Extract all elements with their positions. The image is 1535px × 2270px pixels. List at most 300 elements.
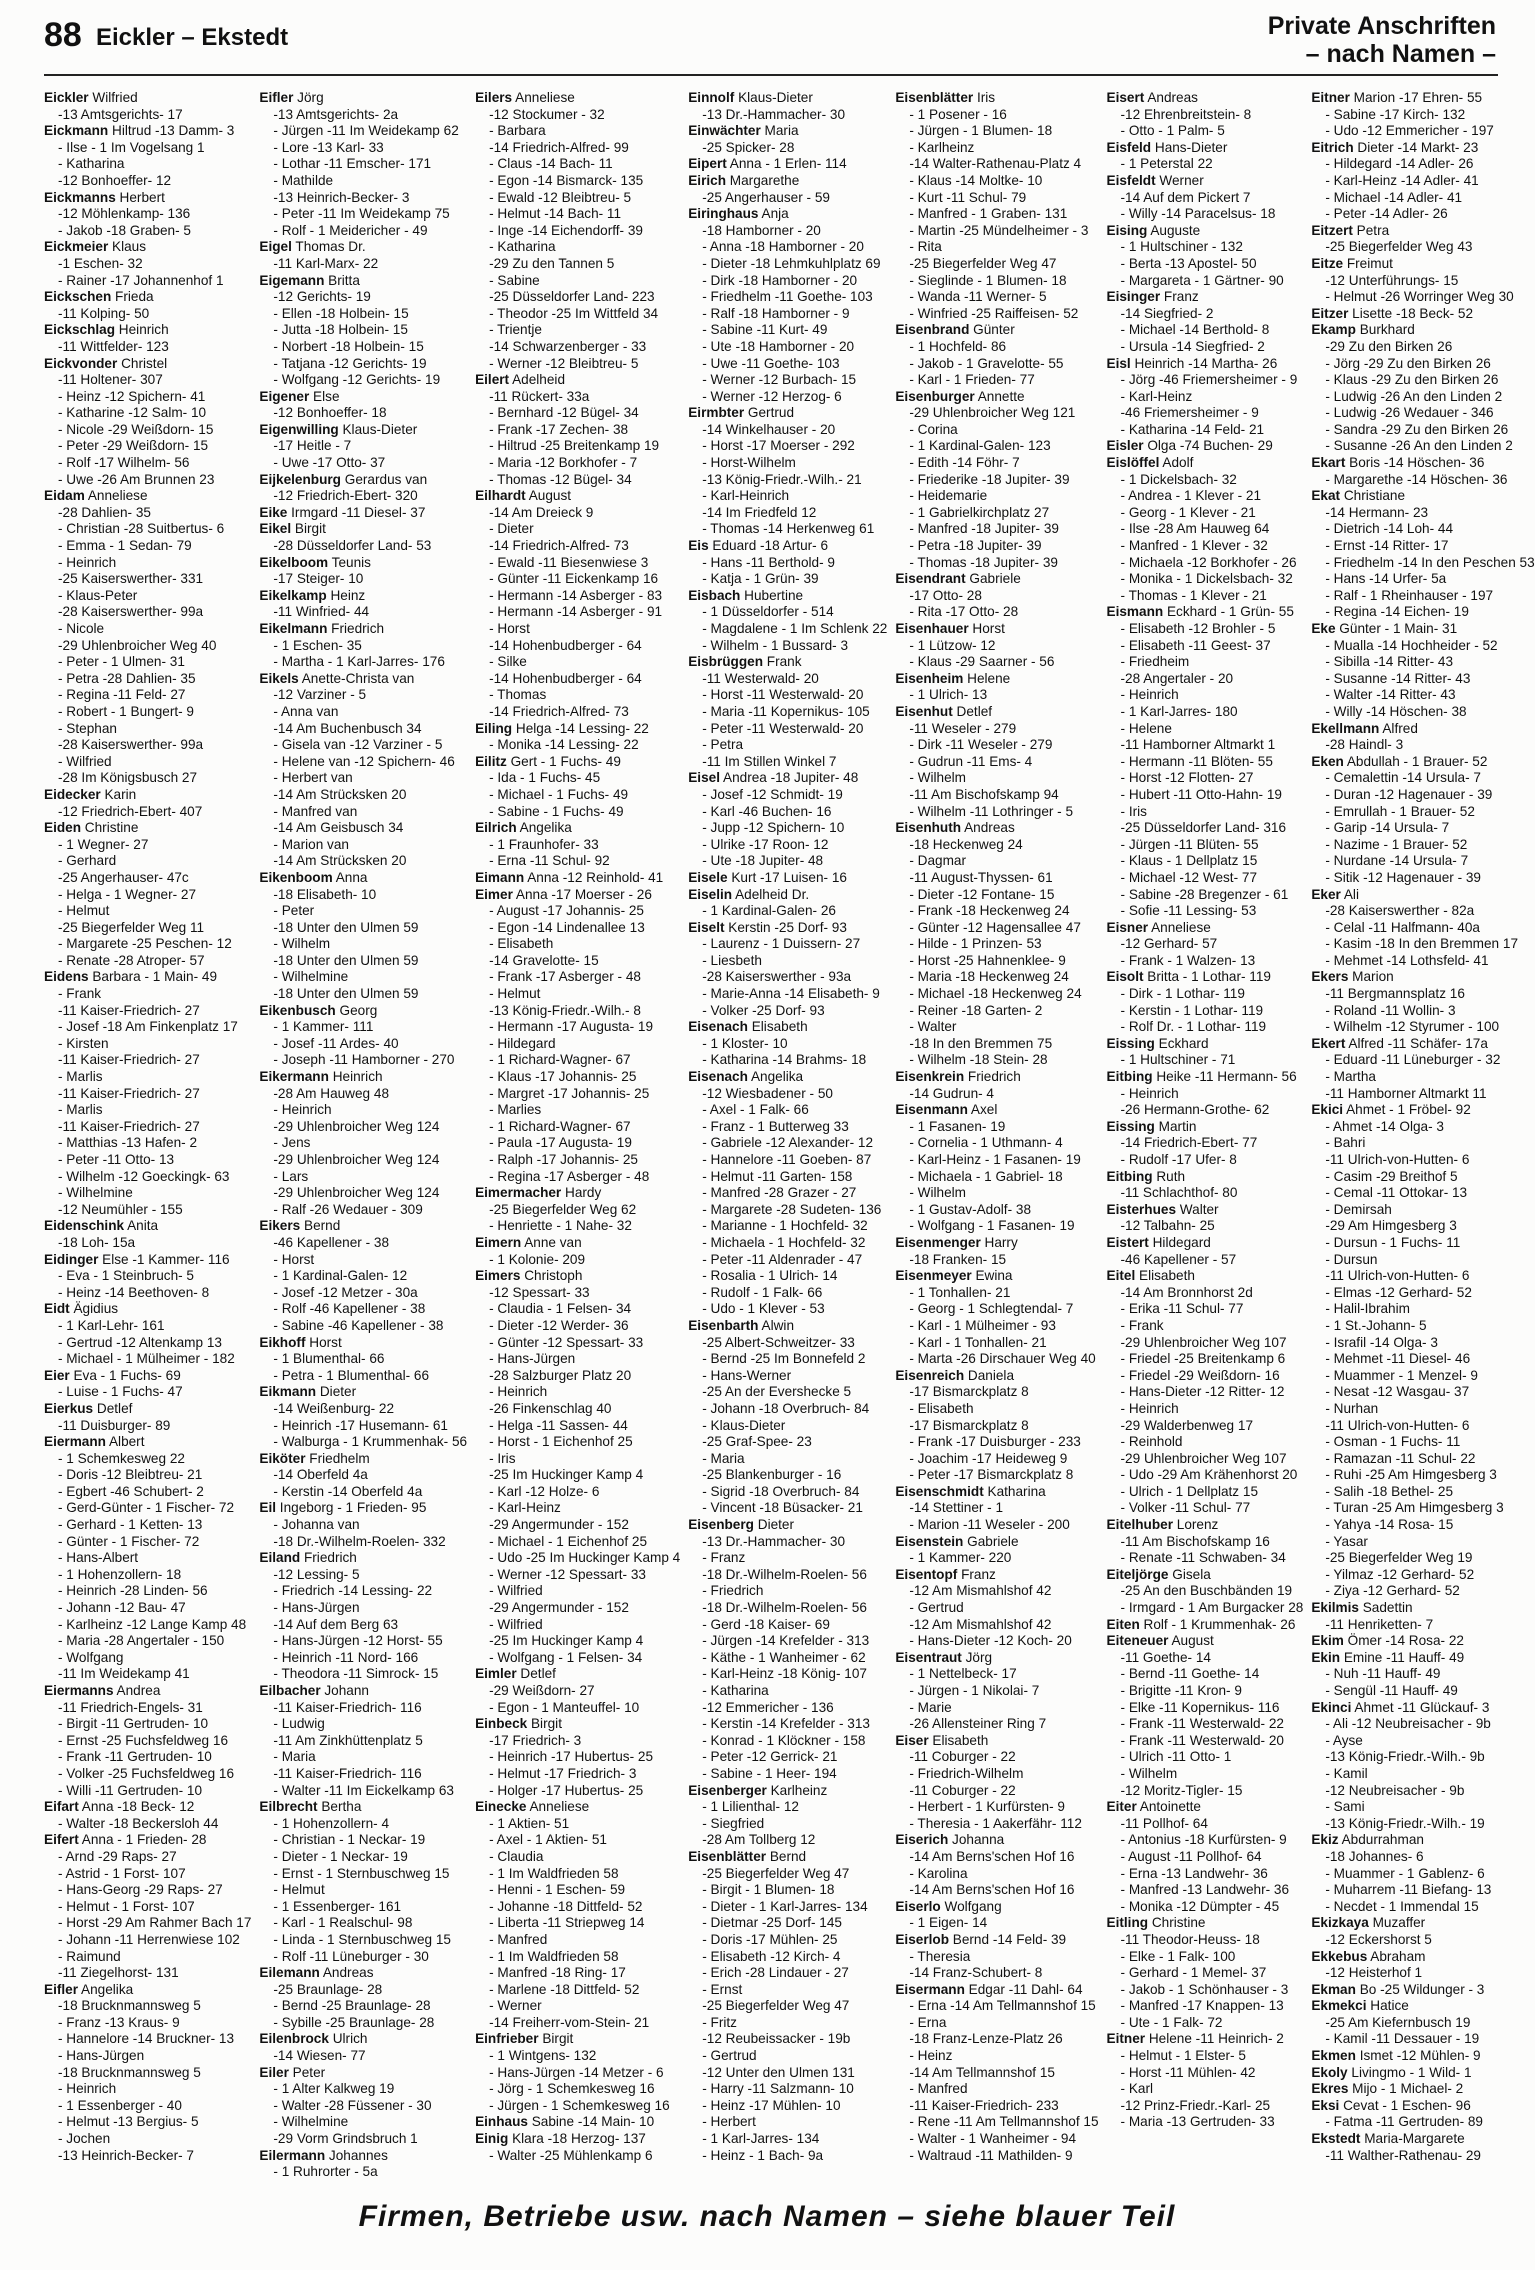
- directory-entry: -25 Düsseldorfer Land- 316: [1120, 820, 1287, 836]
- surname: Eil: [259, 1500, 277, 1516]
- surname: Eidecker: [44, 786, 101, 802]
- directory-entry: [895, 571, 1098, 588]
- directory-entry: - Ilse - 1 Im Vogelsang 1: [58, 139, 205, 155]
- directory-entry: - Johann -11 Herrenwiese 102: [58, 1931, 240, 1947]
- directory-entry: - 1 Wintgens- 132: [489, 2048, 597, 2064]
- directory-entry: [1107, 1567, 1304, 1584]
- directory-entry: - Maria: [273, 1749, 316, 1765]
- directory-entry: - Kurt -11 Schul- 79: [909, 189, 1027, 205]
- directory-entry: -29 Vorm Grindsbruch 1: [273, 2131, 418, 2147]
- directory-entry: - Jakob -18 Graben- 5: [58, 222, 191, 238]
- surname: Eismann: [1106, 604, 1164, 620]
- directory-entry: - Doris -17 Mühlen- 25: [702, 1931, 838, 1947]
- entry-detail: Edgar -11 Dahl- 64: [964, 1981, 1083, 1997]
- directory-entry: - Dursun - 1 Fuchs- 11: [1325, 1234, 1461, 1250]
- directory-entry: - Wilfried: [489, 1616, 543, 1632]
- directory-entry: - 1 Eigen- 14: [909, 1915, 988, 1931]
- directory-entry: - 1 Ruhrorter - 5a: [273, 2164, 378, 2180]
- entry-detail: Ulrich: [328, 2031, 368, 2047]
- directory-entry: - Georg - 1 Klever - 21: [1120, 504, 1256, 520]
- directory-entry: -11 Duisburger- 89: [58, 1417, 171, 1433]
- surname: Eiler: [259, 2064, 289, 2080]
- directory-entry: [1311, 1650, 1534, 1667]
- surname: Einhaus: [475, 2114, 528, 2130]
- directory-entry: - Walter: [909, 1019, 957, 1035]
- surname: Eiter: [1106, 1799, 1137, 1815]
- surname: Ekizkaya: [1311, 1915, 1369, 1931]
- surname: Eike: [259, 504, 288, 520]
- directory-entry: - Doris -12 Bleibtreu- 21: [58, 1467, 203, 1483]
- directory-entry: - Horst -12 Flotten- 27: [1120, 770, 1254, 786]
- directory-entry: - Hans-Dieter -12 Ritter- 12: [1120, 1384, 1285, 1400]
- directory-entry: - Theresia - 1 Aakerfähr- 112: [909, 1815, 1082, 1831]
- directory-entry: -14 Wiesen- 77: [273, 2048, 366, 2064]
- directory-entry: [259, 1965, 467, 1982]
- directory-entry: [688, 920, 887, 937]
- entry-detail: Jörg: [961, 1649, 993, 1665]
- entry-detail: Johannes: [325, 2147, 388, 2163]
- entry-detail: Günter - 1 Main- 31: [1335, 621, 1458, 636]
- directory-entry: -25 Albert-Schweitzer- 33: [702, 1334, 855, 1350]
- directory-entry: [259, 588, 467, 605]
- directory-entry: - Helmut - 1 Forst- 107: [58, 1898, 195, 1914]
- directory-entry: -29 Uhlenbroicher Weg 124: [273, 1185, 440, 1201]
- directory-entry: - Dietmar -25 Dorf- 145: [702, 1915, 842, 1931]
- directory-entry: - Werner -12 Bleibtreu- 5: [489, 355, 639, 371]
- directory-entry: - Klaus -17 Johannis- 25: [489, 1069, 637, 1085]
- directory-entry: - Erna -14 Am Tellmannshof 15: [909, 1998, 1096, 2014]
- directory-entry: [1107, 1617, 1304, 1634]
- directory-entry: - Heinrich: [1120, 1085, 1179, 1101]
- directory-entry: [44, 123, 251, 140]
- entry-detail: Heinrich: [115, 322, 169, 338]
- surname: Eijkelenburg: [259, 471, 341, 487]
- directory-entry: - Margarethe -14 Höschen- 36: [1325, 471, 1508, 487]
- directory-entry: [1311, 1600, 1534, 1617]
- directory-column: [259, 90, 468, 2180]
- entry-detail: Sadettin: [1358, 1600, 1413, 1616]
- directory-entry: - Uwe -26 Am Brunnen 23: [58, 471, 215, 487]
- directory-entry: - 1 Karl-Jarres- 180: [1120, 703, 1238, 719]
- directory-entry: - Helene: [1120, 720, 1172, 736]
- surname: Eilbacher: [259, 1683, 321, 1698]
- directory-entry: - Halil-Ibrahim: [1325, 1301, 1410, 1317]
- directory-entry: - Karl-Heinz -14 Adler- 41: [1325, 172, 1479, 188]
- directory-entry: -12 Lessing- 5: [273, 1566, 360, 1582]
- directory-column: [44, 90, 251, 2165]
- entry-detail: Maria: [760, 123, 799, 139]
- directory-entry: - Maria -11 Kopernikus- 105: [702, 703, 870, 719]
- surname: Eickschlag: [44, 322, 116, 338]
- directory-entry: [1311, 2048, 1534, 2065]
- entry-detail: Olga -74 Buchen- 29: [1143, 438, 1273, 454]
- directory-entry: - Ulrich - 1 Dellplatz 15: [1120, 1483, 1259, 1499]
- surname: Eitner: [1311, 90, 1350, 105]
- directory-entry: - Jörg - 1 Schemkesweg 16: [489, 2081, 655, 2097]
- directory-entry: - Josef -18 Am Finkenplatz 17: [58, 1019, 238, 1035]
- entry-detail: Heinrich: [328, 1069, 383, 1085]
- surname: Eikenbusch: [259, 1002, 336, 1018]
- surname: Eis: [688, 538, 709, 554]
- surname: Eisner: [1106, 919, 1149, 935]
- directory-entry: - Ulrike -17 Roon- 12: [702, 836, 829, 852]
- entry-detail: Martin: [1154, 1118, 1197, 1134]
- directory-entry: - Cemal -11 Ottokar- 13: [1325, 1185, 1468, 1201]
- directory-entry: - Rita: [909, 239, 942, 255]
- directory-entry: - Karl: [1120, 2081, 1153, 2097]
- directory-entry: - Holger -17 Hubertus- 25: [489, 1782, 644, 1798]
- entry-detail: Margarethe: [726, 172, 800, 188]
- directory-entry: - Ralph -17 Johannis- 25: [489, 1152, 638, 1167]
- entry-detail: Bertha: [317, 1799, 362, 1815]
- directory-entry: -25 Biegerfelder Weg 62: [489, 1201, 637, 1217]
- directory-entry: -25 Angerhauser - 59: [702, 189, 830, 205]
- directory-entry: [895, 1982, 1098, 1999]
- directory-entry: -28 Kaiserswerther - 82a: [1325, 903, 1475, 919]
- entry-detail: Anna - 1 Erlen- 114: [726, 156, 847, 172]
- directory-entry: [44, 322, 251, 339]
- directory-entry: [1107, 356, 1304, 373]
- surname: Eiland: [259, 1550, 301, 1566]
- surname: Eirich: [688, 172, 727, 188]
- entry-detail: Helene: [963, 670, 1011, 686]
- entry-detail: Katharina: [983, 1483, 1046, 1499]
- directory-entry: -17 Otto- 28: [909, 587, 982, 603]
- directory-entry: - Monika -14 Lessing- 22: [489, 737, 639, 753]
- directory-entry: -14 Stettiner - 1: [909, 1500, 1004, 1516]
- directory-entry: - Rudolf -17 Ufer- 8: [1120, 1152, 1237, 1167]
- directory-entry: -17 Bismarckplatz 8: [909, 1384, 1029, 1400]
- directory-entry: - Manfred -28 Grazer - 27: [702, 1185, 857, 1201]
- directory-entry: [475, 2114, 680, 2131]
- directory-entry: - Peter -12 Gerrick- 21: [702, 1749, 838, 1765]
- directory-entry: -18 Franken- 15: [909, 1251, 1007, 1267]
- directory-entry: - Sabine - 1 Fuchs- 49: [489, 803, 624, 819]
- directory-entry: - Theodor -25 Im Wittfeld 34: [489, 305, 659, 321]
- surname: Eidens: [44, 969, 89, 985]
- surname: Eke: [1311, 621, 1336, 636]
- directory-entry: -18 Johannes- 6: [1325, 1848, 1424, 1864]
- directory-entry: [44, 1434, 251, 1451]
- directory-entry: - Bernhard -12 Bügel- 34: [489, 405, 639, 421]
- directory-entry: - Jörg -46 Friemersheimer - 9: [1120, 372, 1298, 388]
- directory-entry: - Hans-Jürgen: [273, 1600, 360, 1616]
- directory-entry: - Karl - 1 Realschul- 98: [273, 1915, 413, 1931]
- entry-detail: Detlef: [952, 703, 993, 719]
- directory-entry: - Werner -12 Herzog- 6: [702, 388, 842, 404]
- surname: Eiteneuer: [1106, 1633, 1169, 1649]
- directory-entry: [688, 1069, 887, 1086]
- directory-entry: -11 Ulrich-von-Hutten- 6: [1325, 1417, 1470, 1433]
- directory-entry: - Johann -12 Bau- 47: [58, 1600, 186, 1616]
- directory-entry: -11 Holtener- 307: [58, 372, 163, 388]
- directory-entry: - Walter - 1 Wanheimer - 94: [909, 2131, 1077, 2147]
- directory-entry: - Helmut: [58, 903, 110, 919]
- surname: Eisenblätter: [895, 90, 974, 105]
- directory-entry: - Ulrich -11 Otto- 1: [1120, 1749, 1232, 1765]
- directory-entry: - Karl-Heinz -18 König- 107: [702, 1666, 867, 1682]
- entry-detail: Anneliese: [84, 488, 148, 504]
- directory-entry: - Heinz -17 Mühlen- 10: [702, 2097, 841, 2113]
- directory-entry: -18 Franz-Lenze-Platz 26: [909, 2031, 1063, 2047]
- directory-entry: - Marlis: [58, 1102, 103, 1118]
- directory-entry: - 1 Kardinal-Galen- 12: [273, 1268, 408, 1284]
- directory-entry: [1311, 721, 1534, 738]
- surname: Eisert: [1106, 90, 1145, 105]
- directory-entry: - Gudrun -11 Ems- 4: [909, 753, 1033, 769]
- surname: Eitbing: [1106, 1069, 1153, 1085]
- directory-entry: - Wilhelm -12 Styrumer - 100: [1325, 1019, 1500, 1035]
- directory-entry: - Katharina: [58, 156, 125, 172]
- surname: Eilers: [475, 90, 513, 105]
- directory-entry: [44, 289, 251, 306]
- directory-entry: - Christian - 1 Neckar- 19: [273, 1832, 426, 1848]
- directory-entry: - Nazime - 1 Brauer- 52: [1325, 836, 1468, 852]
- directory-entry: - Thomas -12 Bügel- 34: [489, 471, 632, 487]
- directory-entry: - Wilfried: [489, 1583, 543, 1599]
- directory-entry: - Herbert van: [273, 770, 353, 786]
- directory-entry: - 1 Lützow- 12: [909, 637, 996, 653]
- directory-entry: -12 Eckershorst 5: [1325, 1931, 1432, 1947]
- directory-entry: - Hermann -11 Blöten- 55: [1120, 753, 1273, 769]
- directory-entry: [259, 555, 467, 572]
- directory-entry: - Maria -13 Gertruden- 33: [1120, 2114, 1275, 2130]
- entry-detail: Teunis: [328, 554, 371, 570]
- directory-entry: [1311, 754, 1534, 771]
- surname: Eisinger: [1106, 289, 1161, 305]
- directory-entry: -25 Biegerfelder Weg 47: [702, 1998, 850, 2014]
- entry-detail: Herbert: [115, 189, 165, 205]
- entry-detail: Ewina: [971, 1268, 1013, 1284]
- entry-detail: Eva - 1 Fuchs- 69: [69, 1367, 181, 1383]
- directory-entry: - Fritz: [702, 2014, 737, 2030]
- directory-entry: - Irmgard - 1 Am Burgacker 28: [1120, 1600, 1304, 1616]
- directory-entry: -11 Rückert- 33a: [489, 388, 590, 404]
- directory-entry: - Dieter - 1 Neckar- 19: [273, 1848, 408, 1864]
- surname: Eidt: [44, 1301, 70, 1317]
- directory-entry: [1107, 140, 1304, 157]
- directory-entry: - Karolina: [909, 1865, 968, 1881]
- directory-entry: - Gertrud -12 Altenkamp 13: [58, 1334, 222, 1350]
- surname: Eisbrüggen: [688, 654, 764, 670]
- directory-entry: -18 Hamborner - 20: [702, 222, 821, 238]
- directory-entry: -25 Kaiserswerther- 331: [58, 571, 204, 587]
- directory-entry: - 1 Wegner- 27: [58, 836, 149, 852]
- directory-entry: - Nurhan: [1325, 1400, 1379, 1416]
- directory-entry: [44, 1832, 251, 1849]
- entry-detail: Anette-Christa van: [298, 670, 415, 686]
- directory-entry: -28 Salzburger Platz 20: [489, 1367, 632, 1383]
- directory-entry: - Helmut -14 Bach- 11: [489, 206, 622, 222]
- directory-entry: - Friedrich -14 Lessing- 22: [273, 1583, 433, 1599]
- directory-entry: - 1 Gabrielkirchplatz 27: [909, 504, 1050, 520]
- directory-entry: [259, 1683, 467, 1700]
- entry-detail: Ismet -12 Mühlen- 9: [1355, 2048, 1481, 2064]
- directory-entry: - Jochen: [58, 2131, 111, 2147]
- directory-entry: [259, 870, 467, 887]
- entry-detail: Johann: [320, 1683, 369, 1698]
- directory-entry: - 1 Essenberger- 161: [273, 1898, 402, 1914]
- directory-entry: -14 Oberfeld 4a: [273, 1467, 368, 1483]
- directory-entry: [259, 273, 467, 290]
- directory-entry: - Kerstin - 1 Lothar- 119: [1120, 1002, 1264, 1018]
- surname: Eitbing: [1106, 1168, 1153, 1184]
- directory-entry: -11 Pollhof- 64: [1120, 1815, 1208, 1831]
- directory-entry: - Johanna van: [273, 1517, 360, 1533]
- directory-entry: [895, 671, 1098, 688]
- directory-entry: -25 Spicker- 28: [702, 139, 795, 155]
- directory-entry: - Emma - 1 Sedan- 79: [58, 538, 192, 554]
- directory-entry: - Regina -17 Asberger - 48: [489, 1168, 650, 1184]
- directory-entry: - Volker -25 Dorf- 93: [702, 1002, 825, 1018]
- directory-entry: [1311, 223, 1534, 240]
- directory-entry: - Ralf -18 Hamborner - 9: [702, 305, 850, 321]
- directory-entry: [44, 90, 251, 107]
- surname: Eikenboom: [259, 869, 333, 885]
- directory-entry: - Frank: [58, 986, 102, 1002]
- directory-entry: - Nuh -11 Hauff- 49: [1325, 1666, 1441, 1682]
- directory-entry: - Martha - 1 Karl-Jarres- 176: [273, 654, 445, 670]
- surname: Einig: [475, 2131, 509, 2147]
- directory-entry: - Gisela van -12 Varziner - 5: [273, 737, 443, 753]
- directory-entry: [1311, 621, 1534, 638]
- directory-entry: [688, 770, 887, 787]
- directory-entry: -28 Am Tollberg 12: [702, 1832, 816, 1848]
- surname: Eirmbter: [688, 405, 745, 421]
- entry-detail: Petra: [1352, 222, 1390, 238]
- surname: Eisenkrein: [895, 1069, 965, 1085]
- directory-entry: -18 Dr.-Wilhelm-Roelen- 332: [273, 1533, 446, 1549]
- entry-detail: Adelheid Dr.: [732, 886, 810, 902]
- entry-detail: Walter: [1176, 1201, 1219, 1217]
- directory-entry: -11 Kaiser-Friedrich- 27: [58, 1002, 200, 1018]
- directory-entry: - Marion -11 Weseler - 200: [909, 1517, 1070, 1533]
- directory-entry: - Friederike -18 Jupiter- 39: [909, 471, 1070, 487]
- directory-entry: - Yilmaz -12 Gerhard- 52: [1325, 1566, 1475, 1582]
- directory-entry: - Helmut: [489, 986, 541, 1002]
- surname: Eilenbrock: [259, 2031, 329, 2047]
- directory-entry: -17 Friedrich- 3: [489, 1732, 582, 1748]
- directory-entry: - Hans-Werner: [702, 1367, 792, 1383]
- entry-detail: Alfred: [1379, 720, 1418, 736]
- directory-entry: - Elke - 1 Falk- 100: [1120, 1948, 1236, 1964]
- directory-entry: [259, 2031, 467, 2048]
- directory-entry: -14 Am Strücksken 20: [273, 853, 407, 869]
- directory-entry: [1107, 1202, 1304, 1219]
- entry-detail: Klaus: [108, 239, 147, 255]
- directory-entry: -18 Unter den Ulmen 59: [273, 986, 419, 1002]
- directory-entry: -14 Schwarzenberger - 33: [489, 338, 647, 354]
- entry-detail: Hildegard: [1148, 1234, 1211, 1250]
- directory-entry: - Wilhelm -18 Stein- 28: [909, 1052, 1048, 1068]
- surname: Eitzer: [1311, 305, 1349, 321]
- directory-entry: - Frank -18 Heckenweg 24: [909, 903, 1070, 919]
- directory-entry: - Jürgen - 1 Schemkesweg 16: [489, 2097, 670, 2113]
- directory-entry: - Sabine -17 Kirch- 132: [1325, 106, 1466, 122]
- directory-entry: -11 Coburger - 22: [909, 1782, 1016, 1798]
- directory-entry: -29 Uhlenbroicher Weg 40: [58, 637, 217, 653]
- directory-entry: - Rudolf - 1 Falk- 66: [702, 1284, 823, 1300]
- directory-entry: -28 Am Hauweg 48: [273, 1085, 390, 1101]
- directory-entry: -12 Gerichts- 19: [273, 289, 371, 305]
- entry-detail: Lorenz: [1172, 1517, 1219, 1533]
- directory-entry: - Margarete -28 Sudeten- 136: [702, 1201, 882, 1217]
- directory-entry: - Dirk -18 Hamborner - 20: [702, 272, 858, 288]
- directory-entry: [44, 1683, 251, 1700]
- directory-entry: - Erich -28 Lindauer - 27: [702, 1965, 849, 1981]
- entry-detail: Andreas: [319, 1965, 374, 1981]
- directory-entry: - Susanne -26 An den Linden 2: [1325, 438, 1513, 454]
- directory-entry: - Kerstin -14 Oberfeld 4a: [273, 1483, 423, 1499]
- directory-entry: - Horst: [273, 1251, 315, 1267]
- directory-entry: - Rolf -11 Lüneburger - 30: [273, 1948, 429, 1964]
- surname: Eisentraut: [895, 1649, 962, 1665]
- directory-entry: - Kasim -18 In den Bremmen 17: [1325, 936, 1519, 952]
- directory-entry: -12 Friedrich-Ebert- 407: [58, 803, 203, 819]
- directory-entry: -14 Am Tellmannshof 15: [909, 2064, 1055, 2080]
- directory-entry: - Ewald -12 Bleibtreu- 5: [489, 189, 632, 205]
- directory-entry: - Fatma -11 Gertruden- 89: [1325, 2114, 1483, 2130]
- directory-entry: - Dieter -12 Fontane- 15: [909, 886, 1055, 902]
- directory-entry: - Josef -12 Schmidt- 19: [702, 786, 843, 802]
- directory-entry: - Magdalene - 1 Im Schlenk 22: [702, 621, 888, 636]
- directory-entry: [1107, 1633, 1304, 1650]
- entry-detail: Ali: [1340, 886, 1359, 902]
- entry-detail: Anja: [758, 206, 789, 222]
- directory-entry: -14 Am Buchenbusch 34: [273, 720, 422, 736]
- directory-entry: -25 Graf-Spee- 23: [702, 1434, 812, 1450]
- directory-entry: - Peter -11 Im Weidekamp 75: [273, 206, 450, 222]
- entry-detail: Frank: [763, 654, 802, 670]
- directory-entry: - Sabine -28 Bregenzer - 61: [1120, 886, 1289, 902]
- surname: Eisenstein: [895, 1533, 964, 1549]
- directory-entry: -14 Freiherr-vom-Stein- 21: [489, 2014, 650, 2030]
- directory-entry: - Käthe - 1 Wanheimer - 62: [702, 1649, 866, 1665]
- directory-entry: - Marion van: [273, 836, 349, 852]
- surname: Eiserich: [895, 1832, 949, 1848]
- directory-entry: [259, 1069, 467, 1086]
- directory-entry: - 1 Karl-Jarres- 134: [702, 2131, 820, 2147]
- directory-entry: - Jens: [273, 1135, 311, 1151]
- directory-entry: - Israfil -14 Olga- 3: [1325, 1334, 1438, 1350]
- directory-entry: - Klaus -29 Zu den Birken 26: [1325, 372, 1499, 388]
- directory-entry: - Petra - 1 Blumenthal- 66: [273, 1367, 430, 1383]
- directory-entry: -17 Bismarckplatz 8: [909, 1417, 1029, 1433]
- directory-entry: - Marlis: [58, 1069, 103, 1085]
- surname: Eitze: [1311, 255, 1344, 271]
- directory-entry: - Wilhelm - 1 Bussard- 3: [702, 637, 849, 653]
- directory-entry: [1107, 1268, 1304, 1285]
- directory-entry: - Thomas: [489, 687, 547, 703]
- directory-entry: [44, 239, 251, 256]
- section-title: Private Anschriften: [1267, 12, 1496, 40]
- directory-entry: [259, 1550, 467, 1567]
- directory-entry: - Sabine -46 Kapellener - 38: [273, 1317, 444, 1333]
- directory-entry: - Wilhelm: [909, 770, 966, 786]
- directory-entry: [44, 1368, 251, 1385]
- directory-entry: - Jürgen - 1 Nikolai- 7: [909, 1683, 1040, 1698]
- directory-entry: -18 Unter den Ulmen 59: [273, 919, 419, 935]
- directory-entry: - Necdet - 1 Immendal 15: [1325, 1898, 1479, 1914]
- directory-entry: - 1 Hultschiner - 132: [1120, 239, 1243, 255]
- directory-entry: -29 Walderbenweg 17: [1120, 1417, 1254, 1433]
- directory-entry: - Eduard -11 Lüneburger - 32: [1325, 1052, 1501, 1068]
- page-number: 88: [44, 16, 82, 54]
- directory-entry: [475, 1235, 680, 1252]
- directory-entry: - Manfred -18 Jupiter- 39: [909, 521, 1059, 537]
- surname: Eimers: [475, 1268, 521, 1284]
- directory-entry: [1311, 1982, 1534, 1999]
